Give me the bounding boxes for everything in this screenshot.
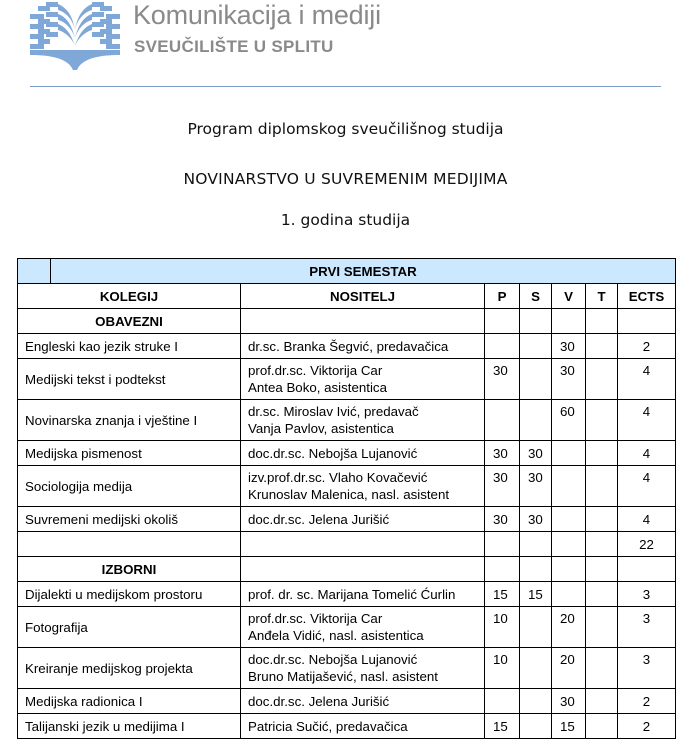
course-row	[18, 441, 676, 466]
lecturer-name: Antea Boko, asistentica	[248, 380, 387, 395]
study-title: NOVINARSTVO U SUVREMENIM MEDIJIMA	[183, 170, 508, 188]
empty-cell	[18, 532, 241, 557]
hours-t	[586, 359, 618, 400]
empty-cell	[520, 557, 552, 582]
hours-s	[520, 648, 552, 689]
course-lecturers	[241, 466, 485, 507]
empty-cell	[618, 557, 676, 582]
hours-p: 10	[485, 648, 520, 689]
mandatory-label: OBAVEZNI	[18, 309, 241, 334]
hours-v	[552, 466, 586, 507]
mandatory-total-row	[18, 532, 676, 557]
hours-s	[520, 334, 552, 359]
brand-subtitle: SVEUČILIŠTE U SPLITU	[134, 37, 334, 56]
lecturer-name: doc.dr.sc. Jelena Jurišić	[248, 693, 390, 709]
hours-v: 15	[552, 714, 586, 739]
hours-t	[586, 466, 618, 507]
lecturer-name: prof.dr.sc. Viktorija Car	[248, 363, 383, 378]
hours-t	[586, 582, 618, 607]
col-header-p: P	[485, 284, 520, 309]
ects-value: 3	[618, 582, 676, 607]
course-name: Fotografija	[18, 607, 241, 648]
course-name: Medijski tekst i podtekst	[18, 359, 241, 400]
course-lecturers	[241, 441, 485, 466]
mandatory-courses	[18, 334, 676, 532]
course-lecturers	[241, 607, 485, 648]
empty-cell	[241, 557, 485, 582]
hours-p: 30	[485, 466, 520, 507]
hours-v: 20	[552, 607, 586, 648]
hours-p: 10	[485, 607, 520, 648]
hours-t	[586, 648, 618, 689]
empty-cell	[552, 532, 586, 557]
empty-cell	[241, 532, 485, 557]
course-lecturers	[241, 648, 485, 689]
hours-p: 15	[485, 582, 520, 607]
hours-s	[520, 359, 552, 400]
ects-value: 2	[618, 714, 676, 739]
hours-v: 30	[552, 359, 586, 400]
course-lecturers	[241, 582, 485, 607]
course-lecturers	[241, 334, 485, 359]
course-name: Novinarska znanja i vještine I	[18, 400, 241, 441]
empty-cell	[520, 532, 552, 557]
lecturer-name: dr.sc. Branka Šegvić, predavačica	[248, 338, 449, 354]
course-lecturers	[241, 714, 485, 739]
lecturer-name: Bruno Matijašević, nasl. asistent	[248, 669, 438, 684]
hours-s: 30	[520, 466, 552, 507]
hours-t	[586, 334, 618, 359]
hours-p: 30	[485, 359, 520, 400]
ects-value: 4	[618, 466, 676, 507]
course-name: Dijalekti u medijskom prostoru	[18, 582, 241, 607]
empty-cell	[552, 309, 586, 334]
course-name: Medijska radionica I	[18, 689, 241, 714]
course-name: Engleski kao jezik struke I	[18, 334, 241, 359]
hours-p: 30	[485, 507, 520, 532]
open-book-logo-icon	[30, 0, 120, 72]
hours-s	[520, 714, 552, 739]
semester-label: PRVI SEMESTAR	[51, 259, 676, 284]
hours-v: 30	[552, 334, 586, 359]
course-row	[18, 466, 676, 507]
elective-section-row	[18, 557, 676, 582]
course-row	[18, 607, 676, 648]
course-row	[18, 334, 676, 359]
col-header-v: V	[552, 284, 586, 309]
lecturer-name: doc.dr.sc. Nebojša Lujanović	[248, 445, 418, 461]
course-name: Sociologija medija	[18, 466, 241, 507]
ects-value: 4	[618, 400, 676, 441]
hours-t	[586, 607, 618, 648]
lecturer-name: Vanja Pavlov, asistentica	[248, 421, 394, 436]
lecturer-name: Anđela Vidić, nasl. asistentica	[248, 628, 424, 643]
hours-s	[520, 607, 552, 648]
ects-value: 3	[618, 648, 676, 689]
mandatory-total-ects: 22	[618, 532, 676, 557]
ects-value: 4	[618, 359, 676, 400]
empty-cell	[520, 309, 552, 334]
ects-value: 4	[618, 507, 676, 532]
empty-cell	[586, 532, 618, 557]
course-row	[18, 582, 676, 607]
hours-p	[485, 400, 520, 441]
lecturer-name: prof. dr. sc. Marijana Tomelić Ćurlin	[248, 586, 456, 602]
lecturer-name: dr.sc. Miroslav Ivić, predavač	[248, 404, 419, 419]
hours-v: 30	[552, 689, 586, 714]
ects-value: 2	[618, 689, 676, 714]
empty-cell	[485, 532, 520, 557]
hours-v	[552, 507, 586, 532]
empty-cell	[241, 309, 485, 334]
elective-courses	[18, 582, 676, 739]
hours-v: 60	[552, 400, 586, 441]
col-header-nositelj: NOSITELJ	[241, 284, 485, 309]
hours-p: 15	[485, 714, 520, 739]
hours-s: 30	[520, 441, 552, 466]
ects-value: 2	[618, 334, 676, 359]
hours-p	[485, 689, 520, 714]
course-lecturers	[241, 507, 485, 532]
hours-v	[552, 582, 586, 607]
course-name: Medijska pismenost	[18, 441, 241, 466]
lecturer-name: prof.dr.sc. Viktorija Car	[248, 611, 383, 626]
ects-value: 4	[618, 441, 676, 466]
brand-title: Komunikacija i mediji	[133, 0, 381, 30]
col-header-s: S	[520, 284, 552, 309]
year-title: 1. godina studija	[280, 211, 411, 229]
lecturer-name: Krunoslav Malenica, nasl. asistent	[248, 487, 450, 502]
empty-cell	[485, 309, 520, 334]
course-row	[18, 359, 676, 400]
lecturer-name: izv.prof.dr.sc. Vlaho Kovačević	[248, 470, 428, 485]
empty-cell	[552, 557, 586, 582]
semester-header-row	[18, 259, 676, 284]
course-row	[18, 400, 676, 441]
course-name: Suvremeni medijski okoliš	[18, 507, 241, 532]
lecturer-name: doc.dr.sc. Jelena Jurišić	[248, 511, 390, 527]
empty-cell	[485, 557, 520, 582]
mandatory-section-row	[18, 309, 676, 334]
lecturer-name: Patricia Sučić, predavačica	[248, 718, 408, 734]
course-name: Kreiranje medijskog projekta	[18, 648, 241, 689]
col-header-t: T	[586, 284, 618, 309]
hours-s	[520, 400, 552, 441]
program-title: Program diplomskog sveučilišnog studija	[187, 120, 504, 138]
hours-t	[586, 689, 618, 714]
column-header-row	[18, 284, 676, 309]
course-row	[18, 714, 676, 739]
hours-v	[552, 441, 586, 466]
course-name: Talijanski jezik u medijima I	[18, 714, 241, 739]
course-lecturers	[241, 400, 485, 441]
hours-p: 30	[485, 441, 520, 466]
col-header-ects: ECTS	[618, 284, 676, 309]
empty-cell	[618, 309, 676, 334]
hours-t	[586, 441, 618, 466]
hours-s	[520, 689, 552, 714]
curriculum-table	[17, 258, 676, 739]
empty-cell	[586, 309, 618, 334]
header-divider	[30, 86, 661, 87]
hours-t	[586, 507, 618, 532]
hours-s: 15	[520, 582, 552, 607]
hours-p	[485, 334, 520, 359]
hours-s: 30	[520, 507, 552, 532]
course-row	[18, 648, 676, 689]
lecturer-name: doc.dr.sc. Nebojša Lujanović	[248, 652, 418, 667]
col-header-kolegij: KOLEGIJ	[18, 284, 241, 309]
hours-t	[586, 714, 618, 739]
semester-header-blank	[18, 259, 51, 284]
course-row	[18, 689, 676, 714]
course-lecturers	[241, 359, 485, 400]
course-row	[18, 507, 676, 532]
course-lecturers	[241, 689, 485, 714]
empty-cell	[586, 557, 618, 582]
elective-label: IZBORNI	[18, 557, 241, 582]
hours-v: 20	[552, 648, 586, 689]
ects-value: 3	[618, 607, 676, 648]
hours-t	[586, 400, 618, 441]
